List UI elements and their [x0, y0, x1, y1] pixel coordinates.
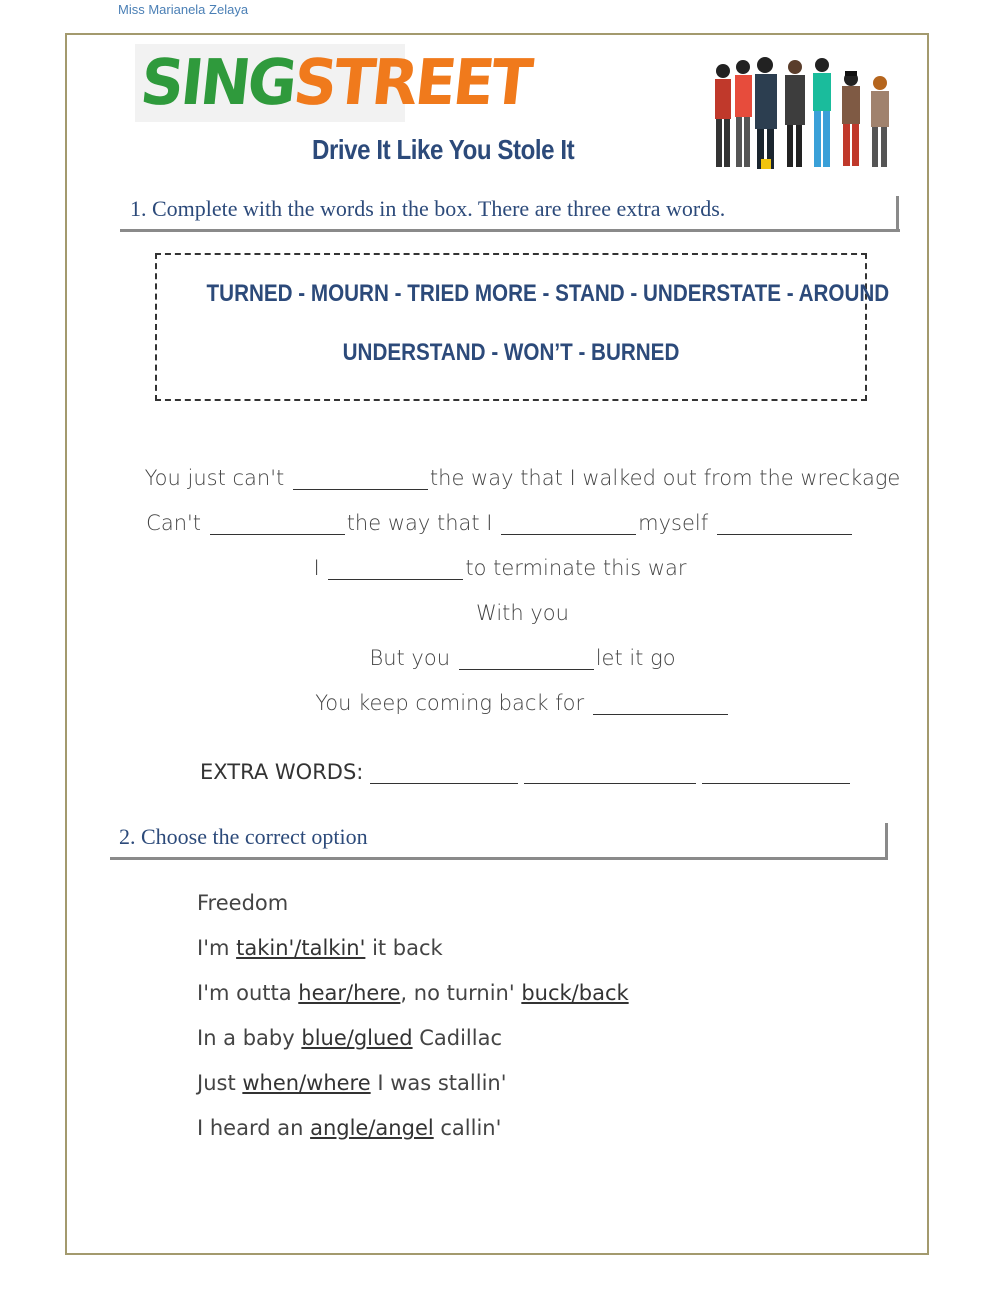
extra-words-row	[200, 760, 856, 784]
option-text: I heard an	[197, 1116, 311, 1140]
band-member-4	[785, 60, 805, 167]
answer-blank[interactable]	[293, 467, 428, 490]
choice-option[interactable]: blue/glued	[301, 1026, 413, 1050]
option-line-6	[197, 1116, 501, 1140]
band-member-3	[755, 57, 777, 169]
extra-words-label: EXTRA WORDS:	[200, 760, 371, 784]
option-text: I was stallin'	[370, 1071, 507, 1095]
option-line-1	[197, 891, 288, 915]
lyric-text: You keep coming back for	[315, 691, 591, 715]
section-2-heading: 2. Choose the correct option	[119, 824, 368, 849]
option-text: I'm	[197, 936, 237, 960]
lyric-line-1	[0, 466, 1000, 490]
author-name: Miss Marianela Zelaya	[118, 2, 249, 17]
lyric-text: the way that I walked out from the wreckage	[429, 466, 901, 490]
lyric-text: I	[313, 556, 327, 580]
section-2-underline	[110, 857, 888, 860]
word-box	[155, 253, 890, 401]
lyric-line-5	[0, 646, 1000, 670]
answer-blank[interactable]	[593, 692, 728, 715]
band-member-7	[871, 76, 889, 167]
lyric-text: to terminate this war	[465, 556, 687, 580]
band-member-1	[715, 64, 731, 167]
option-text: Cadillac	[412, 1026, 503, 1050]
option-line-2	[197, 936, 443, 960]
option-line-4	[197, 1026, 502, 1050]
lyric-text: But you	[369, 646, 457, 670]
answer-blank[interactable]	[501, 512, 636, 535]
choice-option[interactable]: hear/here	[298, 981, 401, 1005]
option-text: I'm outta	[197, 981, 299, 1005]
choice-option[interactable]: takin'/talkin'	[236, 936, 366, 960]
choice-option[interactable]: angle/angel	[310, 1116, 434, 1140]
section-1-underline	[120, 229, 900, 232]
lyric-line-3	[0, 556, 1000, 580]
band-member-6	[842, 71, 860, 166]
option-text: Just	[197, 1071, 243, 1095]
logo-street: STREET	[290, 46, 534, 120]
section-2-edge	[885, 823, 888, 860]
option-line-3	[197, 981, 629, 1005]
lyric-text: the way that I	[346, 511, 500, 535]
option-text: In a baby	[197, 1026, 302, 1050]
option-line-5	[197, 1071, 507, 1095]
sing-street-logo	[135, 44, 534, 122]
lyric-line-2	[0, 511, 1000, 535]
choice-option[interactable]: when/where	[242, 1071, 371, 1095]
lyric-line-6	[0, 691, 1000, 715]
lyric-text: myself	[638, 511, 715, 535]
option-text: Freedom	[197, 891, 289, 915]
extra-word-blank-2[interactable]	[524, 761, 696, 784]
lyric-text: You just can't	[144, 466, 291, 490]
choice-option[interactable]: buck/back	[521, 981, 629, 1005]
word-box-line-2: UNDERSTAND - WON’T - BURNED	[342, 339, 680, 366]
lyric-text: let it go	[595, 646, 676, 670]
answer-blank[interactable]	[328, 557, 463, 580]
option-text: it back	[365, 936, 443, 960]
band-illustration	[685, 45, 930, 190]
logo-sing: SING	[137, 46, 298, 120]
worksheet-title: Drive It Like You Stole It	[312, 134, 575, 165]
band-member-2	[735, 60, 752, 167]
extra-word-blank-3[interactable]	[702, 761, 850, 784]
answer-blank[interactable]	[717, 512, 852, 535]
lyric-text: Can't	[146, 511, 208, 535]
section-1-edge	[896, 196, 899, 232]
extra-word-blank-1[interactable]	[370, 761, 518, 784]
lyric-line-4	[0, 601, 1000, 625]
section-1-heading: 1. Complete with the words in the box. There are three extra words.	[130, 196, 726, 221]
option-text: callin'	[433, 1116, 502, 1140]
answer-blank[interactable]	[459, 647, 594, 670]
word-box-line-1: TURNED - MOURN - TRIED MORE - STAND - UNDERSTATE - AROUND	[206, 280, 890, 307]
option-text: , no turnin'	[400, 981, 522, 1005]
lyric-text: With you	[476, 601, 569, 625]
answer-blank[interactable]	[210, 512, 345, 535]
band-member-5	[813, 58, 831, 167]
